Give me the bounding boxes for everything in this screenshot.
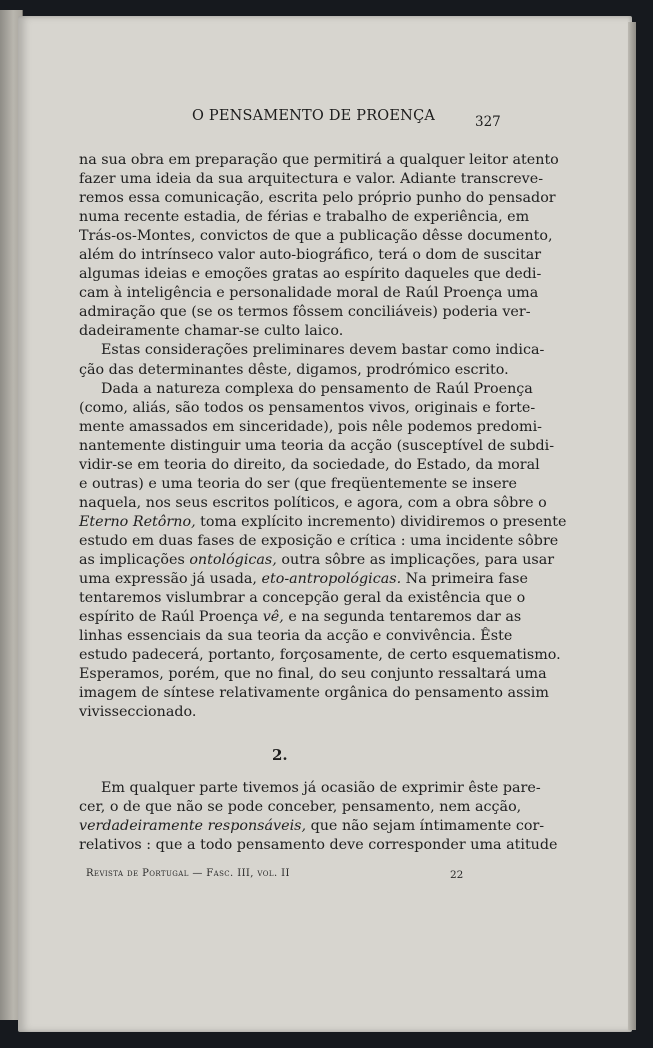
- text-line: naquela, nos seus escritos políticos, e agora, com a obra sôbre o: [79, 494, 547, 511]
- text-line: vivisseccionado.: [79, 704, 197, 721]
- text-line: mente amassados em sinceridade), pois nêle podemos predomi-: [79, 418, 542, 435]
- text-line: admiração que (se os termos fôssem conciliáveis) poderia ver-: [79, 304, 531, 321]
- text-line: [79, 570, 528, 589]
- text-line: dadeiramente chamar-se culto laico.: [79, 323, 344, 340]
- text-segment: outra sôbre as implicações, para usar: [276, 551, 555, 568]
- text-line: linhas essenciais da sua teoria da acção e convivência. Êste: [79, 628, 513, 645]
- text-line: e outras) e uma teoria do ser (que freqüentemente se insere: [79, 475, 517, 492]
- text-line: imagem de síntese relativamente orgânica do pensamento assim: [79, 685, 549, 702]
- text-segment: toma explícito incremento) dividiremos o presente: [195, 513, 567, 530]
- text-line: Em qualquer parte tivemos já ocasião de exprimir êste pare-: [101, 780, 541, 796]
- italic-text: verdadeiramente responsáveis,: [79, 818, 307, 835]
- italic-text: vê,: [262, 609, 284, 626]
- italic-text: eto-antropológicas.: [261, 571, 402, 588]
- text-line: além do intrínseco valor auto-biográfico, terá o dom de suscitar: [79, 247, 542, 264]
- text-line: nantemente distinguir uma teoria da acção (susceptível de subdi-: [79, 437, 555, 454]
- text-line: [79, 551, 555, 570]
- text-line: numa recente estadia, de férias e trabalho de experiência, em: [79, 209, 530, 226]
- text-line: Estas considerações preliminares devem bastar como indica-: [101, 342, 545, 359]
- text-line: cam à inteligência e personalidade moral de Raúl Proença uma: [79, 285, 539, 302]
- text-line: estudo padecerá, portanto, forçosamente, de certo esquematismo.: [79, 647, 561, 664]
- body-text-lower: [79, 779, 558, 855]
- text-segment: e na segunda tentaremos dar as: [283, 609, 522, 626]
- text-line: ção das determinantes dêste, digamos, prodrómico escrito.: [79, 361, 509, 378]
- text-segment: Na primeira fase: [401, 571, 528, 588]
- text-line: estudo em duas fases de exposição e crítica : uma incidente sôbre: [79, 532, 559, 549]
- text-line: tentaremos vislumbrar a concepção geral da existência que o: [79, 590, 526, 607]
- italic-text: Eterno Retôrno,: [79, 513, 196, 530]
- text-line: [79, 608, 522, 627]
- text-segment: que não sejam íntimamente cor-: [306, 818, 545, 835]
- text-line: na sua obra em preparação que permitirá a qualquer leitor atento: [79, 152, 559, 168]
- page-footer: [0, 868, 653, 888]
- text-segment: espírito de Raúl Proença: [79, 609, 263, 626]
- text-line: fazer uma ideia da sua arquitectura e valor. Adiante transcreve-: [79, 171, 544, 188]
- text-segment: uma expressão já usada,: [79, 571, 262, 588]
- body-text-upper: [79, 151, 567, 722]
- text-line: algumas ideias e emoções gratas ao espírito daqueles que dedi-: [79, 266, 542, 283]
- section-number: 2.: [272, 746, 288, 764]
- signature-mark: 22: [450, 869, 464, 881]
- page-number: 327: [475, 114, 501, 130]
- text-line: vidir-se em teoria do direito, da sociedade, do Estado, da moral: [79, 456, 540, 473]
- text-line: remos essa comunicação, escrita pelo próprio punho do pensador: [79, 190, 556, 207]
- text-line: [79, 513, 567, 532]
- journal-footer: Revista de Portugal — Fasc. III, vol. II: [86, 868, 290, 879]
- running-title: O PENSAMENTO DE PROENÇA: [192, 108, 436, 124]
- page-header: [0, 108, 653, 128]
- text-line: (como, aliás, são todos os pensamentos vivos, originais e forte-: [79, 399, 536, 416]
- text-line: Esperamos, porém, que no final, do seu conjunto ressaltará uma: [79, 666, 547, 683]
- text-segment: as implicações: [79, 551, 190, 568]
- text-line: relativos : que a todo pensamento deve corresponder uma atitude: [79, 837, 558, 854]
- text-line: Trás-os-Montes, convictos de que a publicação dêsse documento,: [79, 228, 553, 245]
- text-line: [79, 817, 545, 836]
- italic-text: ontológicas,: [189, 551, 277, 568]
- text-line: cer, o de que não se pode conceber, pensamento, nem acção,: [79, 799, 522, 816]
- text-line: Dada a natureza complexa do pensamento de Raúl Proença: [101, 380, 533, 397]
